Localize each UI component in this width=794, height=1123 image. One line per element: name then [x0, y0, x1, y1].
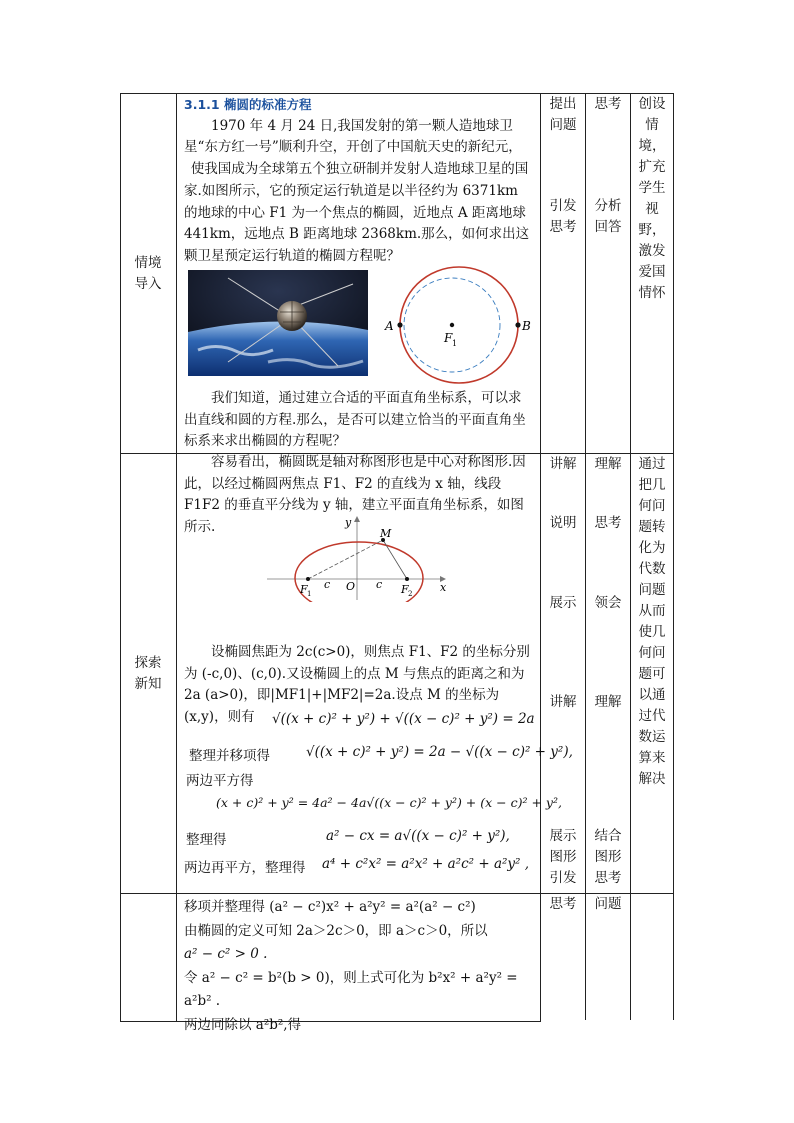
focus-subscript: 1 — [452, 339, 458, 348]
section-title: 3.1.1 椭圆的标准方程 — [184, 97, 312, 112]
x-axis-label: x — [440, 581, 447, 594]
orbit-svg — [380, 262, 536, 390]
equation-3: (x + c)² + y² = 4a² − 4a√((x − c)² + y²) + (x − c)² + y², — [216, 795, 562, 810]
y-axis-label: y — [345, 516, 352, 529]
point-m-label: M — [380, 527, 392, 540]
design-intent-intro: 创设 情 境， 扩充 学生 视 野， 激发 爱国 情怀 — [638, 96, 666, 301]
intro-content — [184, 94, 534, 268]
derivation-line-5: 两边同除以 a²b²,得 — [184, 1016, 302, 1033]
step-label-2: 两边平方得 — [186, 773, 254, 789]
derivation-continued — [184, 896, 534, 1037]
equation-1: √((x + c)² + y²) + √((x − c)² + y²) = 2a — [272, 711, 535, 727]
student-activity-explore: 理解 思考 领会 理解 结合 图形 思考 — [594, 456, 622, 886]
segment-c-right: c — [376, 578, 383, 591]
design-intent-explore: 通过 把几 何问 题转 化为 代数 问题 从而 使几 何问 题可 以通 过代 数运 算来 解决 — [638, 456, 666, 787]
satellite-photo — [188, 270, 368, 376]
focus-f2-sub: 2 — [408, 590, 413, 598]
intro-paragraph-2: 使我国成为全球第五个独立研制并发射人造地球卫星的国家.如图所示，它的预定运行轨道是以半径约为 6371km 的地球的中心 F1 为一个焦点的椭圆，近地点 A 距离地球 441km，远地点 B 距离地球 2368km.那么，如何求出这颗卫星预定运行轨道的椭圆方程呢？ — [184, 161, 530, 264]
satellite-illustration — [188, 270, 368, 376]
equation-2: √((x + c)² + y²) = 2a − √((x − c)² + y²), — [306, 744, 573, 760]
student-activity-continued: 问题 — [594, 896, 622, 912]
step-label-4: 两边再平方，整理得 — [184, 860, 306, 876]
point-b-label: B — [522, 319, 531, 333]
equation-4: a² − cx = a√((x − c)² + y²), — [326, 828, 510, 844]
stage-label-intro: 情境 导入 — [134, 255, 162, 292]
teacher-activity-continued: 思考 — [549, 896, 577, 912]
intro-paragraph-3: 我们知道，通过建立合适的平面直角坐标系，可以求出直线和圆的方程.那么，是否可以建立恰当的平面直角坐标系来求出椭圆的方程呢？ — [184, 390, 526, 450]
derivation-line-1: 移项并整理得 (a² − c²)x² + a²y² = a²(a² − c²) — [184, 899, 476, 915]
step-label-3: 整理得 — [186, 832, 227, 848]
focus-label: F — [444, 331, 453, 345]
origin-label: O — [346, 580, 356, 593]
orbit-diagram — [380, 262, 536, 390]
equation-5: a⁴ + c²x² = a²x² + a²c² + a²y² , — [322, 856, 530, 872]
point-a-label: A — [385, 319, 394, 333]
intro-paragraph-1: 1970 年 4 月 24 日,我国发射的第一颗人造地球卫星“东方红一号”顺利升空，开创了中国航天史的新纪元， — [184, 117, 522, 156]
student-activity-intro: 思考 分析 回答 — [594, 96, 622, 235]
focus-f2-label: F — [401, 583, 409, 596]
explore-paragraph-1: 容易看出，椭圆既是轴对称图形也是中心对称图形.因此，以经过椭圆两焦点 F1、F2 的直线为 x 轴，线段 F1F2 的垂直平分线为 y 轴，建立平面直角坐标系，如图所示. — [184, 454, 526, 536]
derivation-line-3: a² − c² > 0 . — [184, 946, 268, 962]
ellipse-graph-svg — [262, 516, 452, 602]
teacher-activity-explore: 讲解 说明 展示 讲解 展示 图形 引发 — [549, 456, 577, 886]
derivation-line-2: 由椭圆的定义可知 2a＞2c＞0，即 a＞c＞0，所以 — [184, 922, 488, 939]
segment-c-left: c — [324, 578, 331, 591]
teacher-activity-intro: 提出 问题 引发 思考 — [549, 96, 577, 235]
ellipse-coordinate-graph — [262, 516, 452, 602]
explore-paragraph-2: 设椭圆焦距为 2c(c>0)，则焦点 F1、F2 的坐标分别为 (-c,0)、(c,0).又设椭圆上的点 M 与焦点的距离之和为 2a (a>0)，即|MF1|+|MF2|=2a.设点 M 的坐标为(x,y)，则有 — [184, 644, 530, 726]
stage-label-explore: 探索 新知 — [134, 655, 162, 692]
step-label-1: 整理并移项得 — [189, 748, 270, 764]
focus-f1-sub: 1 — [307, 590, 312, 598]
derivation-line-4: 令 a² − c² = b²(b > 0)，则上式可化为 b²x² + a²y² = a²b² . — [184, 969, 518, 1009]
focus-f1-label: F — [300, 583, 308, 596]
